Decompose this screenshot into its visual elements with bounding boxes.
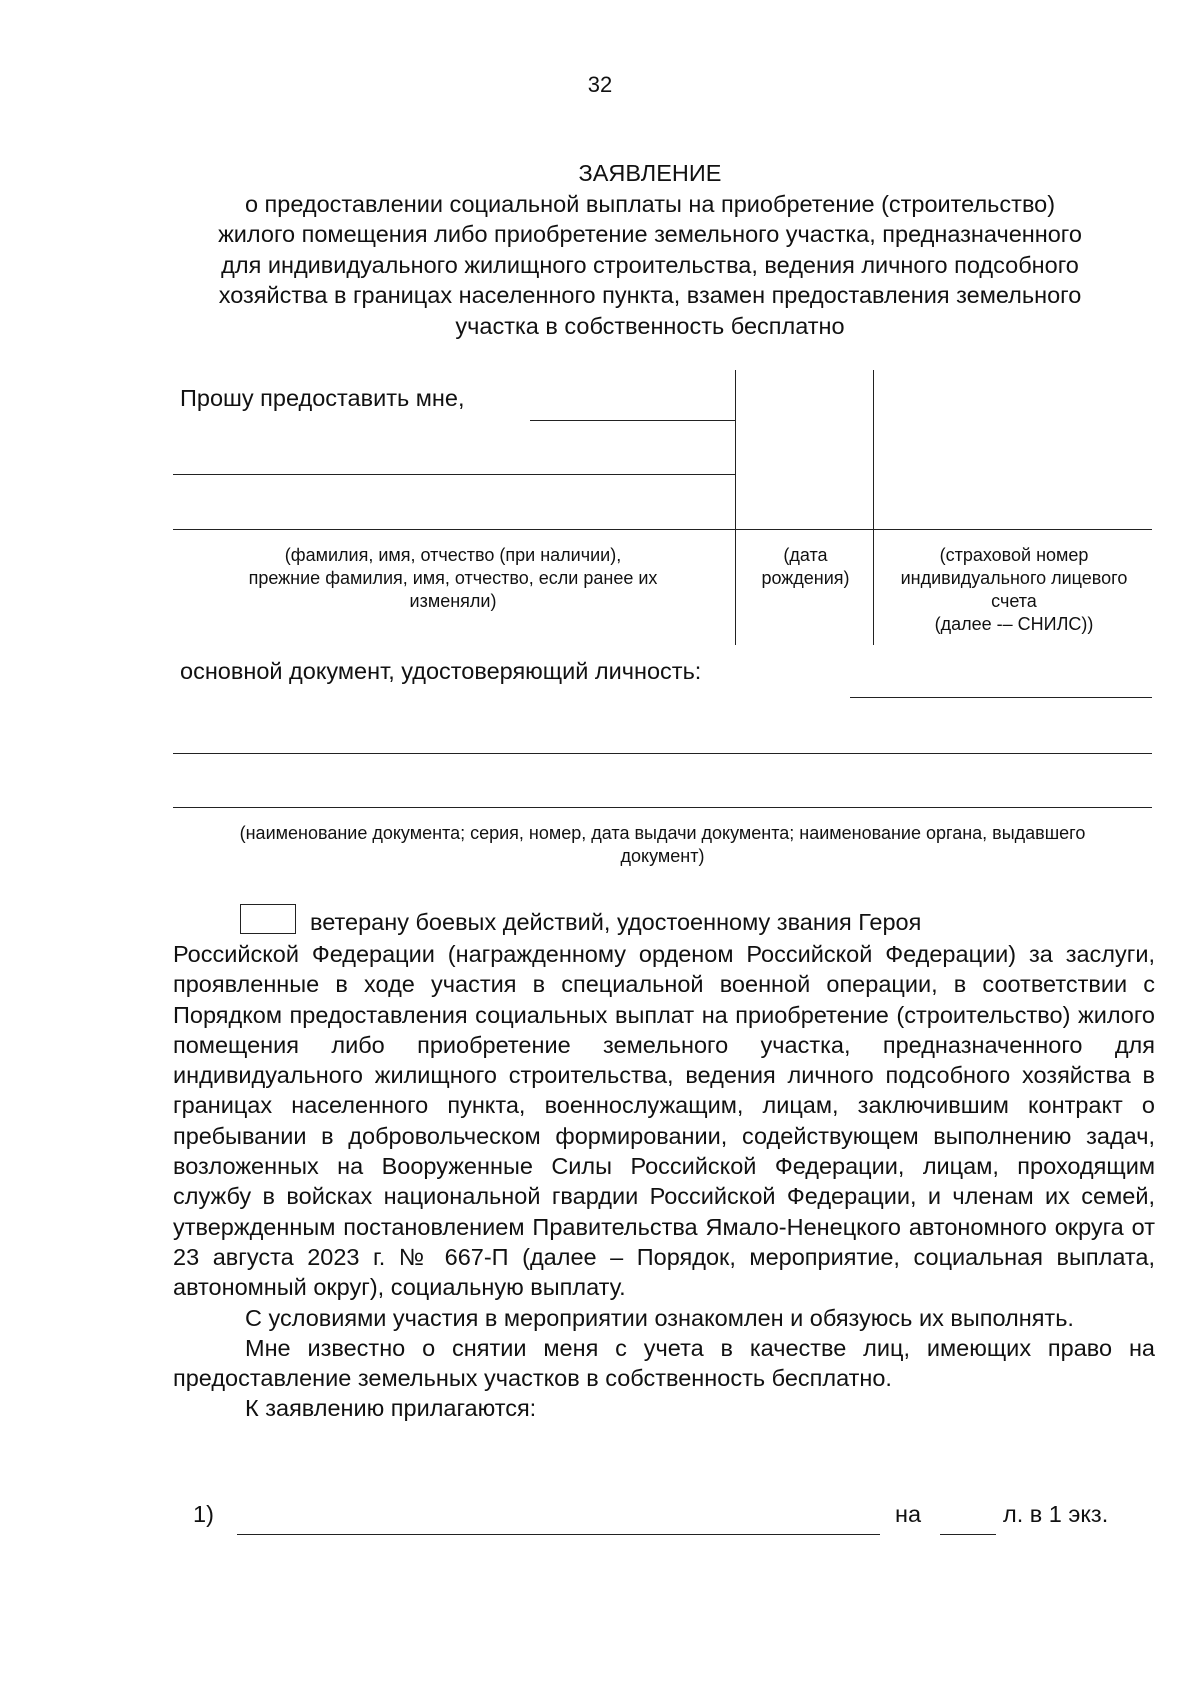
attachments-intro: К заявлению прилагаются: xyxy=(245,1395,537,1422)
birth-date-field[interactable] xyxy=(738,390,873,525)
request-label: Прошу предоставить мне, xyxy=(180,385,465,411)
document-title: ЗАЯВЛЕНИЕ xyxy=(578,160,722,186)
fio-caption: (фамилия, имя, отчество (при наличии), прежние фамилия, имя, отчество, если ранее их изменяли) xyxy=(248,545,658,611)
attachment-suffix: л. в 1 экз. xyxy=(1003,1501,1109,1527)
veteran-checkbox[interactable] xyxy=(240,904,296,934)
checkbox-first-line: ветерану боевых действий, удостоенному звания Героя xyxy=(310,909,922,935)
fio-input-line-2[interactable] xyxy=(173,445,735,475)
main-body xyxy=(173,939,1155,1424)
document-title-block xyxy=(150,158,1150,341)
table-baseline xyxy=(173,529,1152,530)
identity-input-line-3[interactable] xyxy=(173,778,1152,808)
snils-caption: (страховой номер индивидуального лицевого счета (далее -– СНИЛС)) xyxy=(900,545,1128,634)
subtitle-line: участка в собственность бесплатно xyxy=(455,312,845,339)
column-divider xyxy=(735,370,736,645)
subtitle-line: жилого помещения либо приобретение земельного участка, предназначенного xyxy=(218,221,1082,247)
attachment-pages-input[interactable] xyxy=(940,1503,996,1535)
attachment-number: 1) xyxy=(193,1501,214,1527)
snils-field[interactable] xyxy=(876,390,1152,525)
identity-input-line-2[interactable] xyxy=(173,724,1152,754)
subtitle-line: хозяйства в границах населенного пункта, взамен предоставления земельного xyxy=(218,282,1082,308)
fio-input-line-1[interactable] xyxy=(530,395,735,421)
column-divider xyxy=(873,370,874,645)
identity-caption: (наименование документа; серия, номер, дата выдачи документа; наименование органа, выдавшего документ) xyxy=(239,823,1086,866)
conditions-paragraph: С условиями участия в мероприятии ознакомлен и обязуюсь их выполнять. xyxy=(245,1304,1074,1331)
deregistration-paragraph: Мне известно о снятии меня с учета в качестве лиц, имеющих право на предоставление земельных участков в собственность бесплатно. xyxy=(173,1334,1155,1392)
attachment-pages-prefix: на xyxy=(895,1501,922,1527)
subtitle-line: о предоставлении социальной выплаты на приобретение (строительство) xyxy=(244,190,1056,217)
identity-label: основной документ, удостоверяющий личность: xyxy=(180,658,702,684)
birth-date-caption: (дата рождения) xyxy=(761,545,850,588)
checkbox-option-text: Российской Федерации (награжденному орденом Российской Федерации) за заслуги, проявленные в ходе участия в специальной военной операции, в соответствии с Порядком предоставления социальных выплат на приобретение (строительство) жилого помещения либо приобретение земельного участка, предназначенного для индивидуального жилищного строительства, ведения личного подсобного хозяйства в границах населенного пункта, военнослужащим, лицам, заключившим контракт о пребывании в добровольческом формировании, содействующем выполнению задач, возложенных на Вооруженные Силы Российской Федерации, лицам, проходящим службу в войсках национальной гвардии Российской Федерации, и членам их семей, утвержденным постановлением Правительства Ямало-Ненецкого автономного округа от 23 августа 2023 г. № 667-П (далее – Порядок, мероприятие, социальная выплата, автономный округ), социальную выплату. xyxy=(173,941,1155,1301)
page-number: 32 xyxy=(587,72,613,97)
subtitle-line: для индивидуального жилищного строительства, ведения личного подсобного xyxy=(221,251,1079,278)
attachment-name-input[interactable] xyxy=(237,1503,880,1535)
identity-input-line-1[interactable] xyxy=(850,668,1152,698)
